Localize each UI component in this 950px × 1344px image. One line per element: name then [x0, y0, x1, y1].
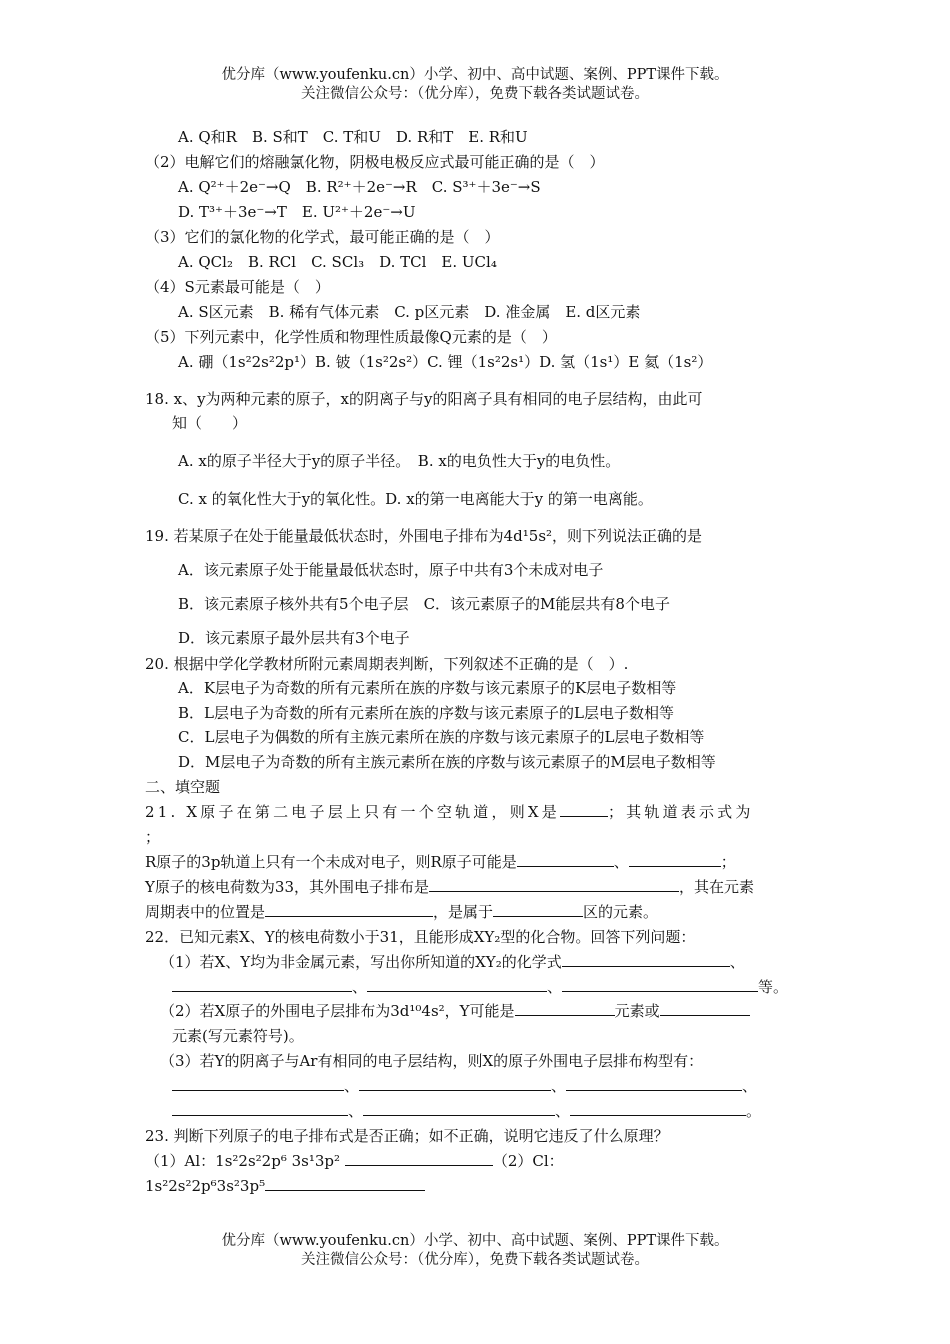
answer-blank[interactable]: [363, 1101, 555, 1116]
q22-1-sep: 、: [547, 978, 563, 996]
q17-4-stem: （4）S元素最可能是（ ）: [145, 278, 330, 296]
q22-3-sep: 、: [551, 1077, 567, 1095]
q19-stem: 19. 若某原子在处于能量最低状态时，外围电子排布为4d¹5s²，则下列说法正确的是: [145, 527, 703, 545]
answer-blank[interactable]: [172, 977, 352, 992]
q23-1-text: （1）Al：1s²2s²2p⁶ 3s¹3p²: [145, 1152, 341, 1170]
q21-text-g: ，是属于: [433, 903, 494, 921]
answer-blank[interactable]: [570, 1101, 746, 1116]
answer-blank[interactable]: [629, 852, 721, 867]
q23-2-config: 1s²2s²2p⁶3s²3p⁵: [145, 1177, 266, 1195]
q17-3-stem: （3）它们的氯化物的化学式，最可能正确的是（ ）: [145, 228, 500, 246]
q17-2-stem: （2）电解它们的熔融氯化物，阴极电极反应式最可能正确的是（ ）: [145, 153, 605, 171]
answer-blank[interactable]: [429, 877, 679, 892]
q22-3-end: 。: [746, 1102, 762, 1120]
q21-text-f: 周期表中的位置是: [145, 903, 266, 921]
q23-line-1: [145, 1151, 564, 1171]
q22-3-blanks-1: [172, 1076, 757, 1096]
page-footer: [0, 1232, 950, 1270]
q22-stem: 22．已知元素X、Y的核电荷数小于31，且能形成XY₂型的化合物。回答下列问题：: [145, 928, 696, 946]
q22-2-text-b: 元素或: [614, 1002, 660, 1020]
q22-3-stem: （3）若Y的阴离子与Ar有相同的电子层结构，则X的原子外围电子层排布构型有：: [160, 1052, 704, 1070]
q22-3-sep: 、: [348, 1102, 364, 1120]
q21-line-3: [145, 877, 754, 897]
q22-3-sep: 、: [555, 1102, 571, 1120]
q18-stem-cont: 知（ ）: [172, 414, 248, 432]
q22-3-sep: 、: [742, 1077, 758, 1095]
answer-blank[interactable]: [493, 902, 583, 917]
q19-option-d: D．该元素原子最外层共有3个电子: [178, 629, 410, 647]
q22-1-line-2: [172, 977, 788, 997]
section-title: 二、填空题: [145, 778, 221, 796]
answer-blank[interactable]: [562, 952, 730, 967]
footer-line-2: 关注微信公众号：（优分库），免费下载各类试题试卷。: [301, 1252, 649, 1268]
footer-line-1: 优分库（www.youfenku.cn）小学、初中、高中试题、案例、PPT课件下载。: [221, 1233, 729, 1249]
page-header: [0, 66, 950, 104]
q23-line-2: [145, 1176, 425, 1196]
q22-3-sep: 、: [344, 1077, 360, 1095]
answer-blank[interactable]: [562, 977, 758, 992]
q21-line-4: [145, 902, 658, 922]
q17-2-options-a: A. Q²⁺＋2e⁻→Q B. R²⁺＋2e⁻→R C. S³⁺＋3e⁻→S: [178, 178, 541, 196]
q18-options-cd: C. x 的氧化性大于y的氧化性。D. x的第一电离能大于y 的第一电离能。: [178, 490, 653, 508]
q20-option-b: B．L层电子为奇数的所有元素所在族的序数与该元素原子的L层电子数相等: [178, 704, 674, 722]
answer-blank[interactable]: [345, 1151, 493, 1166]
q21-line-1-end: ；: [145, 828, 161, 846]
answer-blank[interactable]: [566, 1076, 742, 1091]
q17-2-options-b: D. T³⁺＋3e⁻→T E. U²⁺＋2e⁻→U: [178, 203, 416, 221]
answer-blank[interactable]: [515, 1001, 615, 1016]
q22-3-blanks-2: [172, 1101, 761, 1121]
header-line-1: 优分库（www.youfenku.cn）小学、初中、高中试题、案例、PPT课件下载。: [221, 67, 729, 83]
q17-1-options: A. Q和R B. S和T C. T和U D. R和T E. R和U: [178, 128, 528, 146]
q18-options-ab: A. x的原子半径大于y的原子半径。 B. x的电负性大于y的电负性。: [178, 452, 621, 470]
answer-blank[interactable]: [265, 902, 433, 917]
q22-1-end: 等。: [758, 978, 789, 996]
q17-5-options: A. 硼（1s²2s²2p¹）B. 铍（1s²2s²）C. 锂（1s²2s¹）D. 氢（1s¹）E 氦（1s²）: [178, 353, 713, 371]
q20-stem: 20. 根据中学化学教材所附元素周期表判断，下列叙述不正确的是（ ）.: [145, 655, 629, 673]
header-line-2: 关注微信公众号：（优分库），免费下载各类试题试卷。: [301, 86, 649, 102]
answer-blank[interactable]: [359, 1076, 551, 1091]
q22-1-sep: 、: [352, 978, 368, 996]
q20-option-d: D．M层电子为奇数的所有主族元素所在族的序数与该元素原子的M层电子数相等: [178, 753, 716, 771]
q17-5-stem: （5）下列元素中，化学性质和物理性质最像Q元素的是（ ）: [145, 328, 557, 346]
q21-text-e: ，其在元素: [679, 878, 755, 896]
answer-blank[interactable]: [172, 1076, 344, 1091]
q22-1-text: （1）若X、Y均为非金属元素，写出你所知道的XY₂的化学式: [160, 953, 562, 971]
answer-blank[interactable]: [367, 977, 547, 992]
q22-1-line-1: [160, 952, 745, 972]
answer-blank[interactable]: [660, 1001, 750, 1016]
q21-text-b: ；其轨道表示式为: [607, 803, 754, 821]
q23-stem: 23. 判断下列原子的电子排布式是否正确；如不正确，说明它违反了什么原理？: [145, 1127, 669, 1145]
q21-end: ；: [720, 853, 736, 871]
q21-line-1: [145, 802, 754, 822]
q20-option-c: C．L层电子为偶数的所有主族元素所在族的序数与该元素原子的L层电子数相等: [178, 728, 705, 746]
q17-4-options: A. S区元素 B. 稀有气体元素 C. p区元素 D. 准金属 E. d区元素: [178, 303, 641, 321]
q19-option-a: A．该元素原子处于能量最低状态时，原子中共有3个未成对电子: [178, 561, 604, 579]
q21-line-2: [145, 852, 736, 872]
q21-text-a: 21. X原子在第二电子层上只有一个空轨道，则X是: [145, 803, 560, 821]
q19-option-bc: B．该元素原子核外共有5个电子层 C．该元素原子的M能层共有8个电子: [178, 595, 670, 613]
q18-stem: 18. x、y为两种元素的原子，x的阴离子与y的阳离子具有相同的电子层结构，由此可: [145, 390, 703, 408]
q20-option-a: A．K层电子为奇数的所有元素所在族的序数与该元素原子的K层电子数相等: [178, 679, 677, 697]
q22-1-sep: 、: [729, 953, 745, 971]
answer-blank[interactable]: [560, 802, 608, 817]
q21-text-d: Y原子的核电荷数为33，其外围电子排布是: [145, 878, 429, 896]
q23-2-text: （2）Cl：: [492, 1152, 564, 1170]
q21-text-c: R原子的3p轨道上只有一个未成对电子，则R原子可能是: [145, 853, 517, 871]
q22-2-text: （2）若X原子的外围电子层排布为3d¹⁰4s²，Y可能是: [160, 1002, 515, 1020]
answer-blank[interactable]: [172, 1101, 348, 1116]
answer-blank[interactable]: [517, 852, 614, 867]
answer-blank[interactable]: [265, 1176, 425, 1191]
q21-text-h: 区的元素。: [583, 903, 659, 921]
q22-2-line-1: [160, 1001, 750, 1021]
q22-2-line-2: 元素(写元素符号)。: [172, 1027, 304, 1045]
q21-sep: 、: [613, 853, 629, 871]
q17-3-options: A. QCl₂ B. RCl C. SCl₃ D. TCl E. UCl₄: [178, 253, 497, 271]
